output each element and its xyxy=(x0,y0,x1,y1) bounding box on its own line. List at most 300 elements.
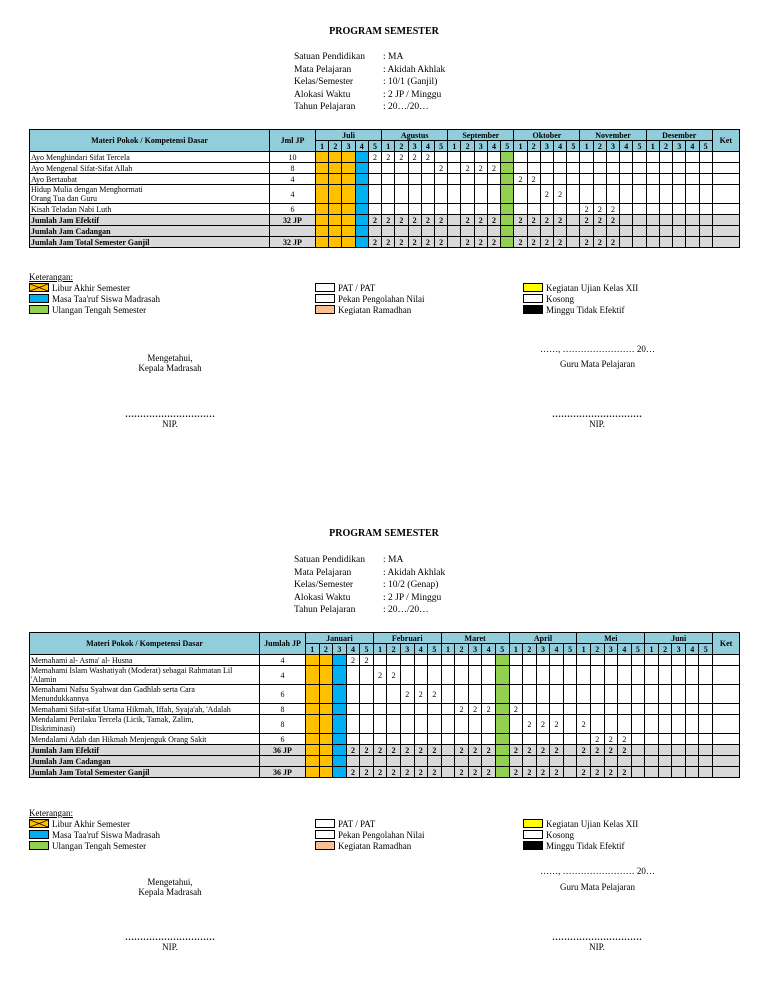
week-cell xyxy=(316,226,329,237)
week-header: 5 xyxy=(567,141,580,152)
week-cell xyxy=(482,734,496,745)
week-cell xyxy=(368,185,381,204)
week-cell xyxy=(382,174,395,185)
week-cell xyxy=(306,685,320,704)
week-cell xyxy=(360,756,374,767)
week-header: 3 xyxy=(672,644,686,655)
week-cell xyxy=(673,204,686,215)
legend-item xyxy=(523,282,638,293)
week-cell xyxy=(686,152,699,163)
month-header: Januari xyxy=(306,633,374,644)
legend xyxy=(0,808,768,858)
week-cell xyxy=(577,685,591,704)
week-cell xyxy=(686,215,699,226)
week-cell xyxy=(672,655,686,666)
week-cell xyxy=(646,237,659,248)
week-cell xyxy=(658,734,672,745)
week-cell xyxy=(501,226,514,237)
table-row xyxy=(30,666,740,685)
week-cell xyxy=(306,756,320,767)
week-cell xyxy=(468,685,482,704)
info-block xyxy=(294,554,445,617)
week-cell xyxy=(685,745,699,756)
summary-jp xyxy=(260,756,306,767)
week-cell xyxy=(606,226,619,237)
week-header: 1 xyxy=(645,644,659,655)
week-cell xyxy=(646,226,659,237)
info-row xyxy=(294,64,445,77)
legend-label: PAT / PAT xyxy=(338,282,376,293)
week-cell: 2 xyxy=(523,715,537,734)
week-cell xyxy=(514,152,527,163)
week-cell xyxy=(329,185,342,204)
week-cell xyxy=(563,655,577,666)
week-cell xyxy=(428,734,442,745)
week-cell xyxy=(306,655,320,666)
ket-cell xyxy=(713,666,740,685)
week-cell: 2 xyxy=(540,185,553,204)
week-cell xyxy=(382,163,395,174)
summary-jp: 32 JP xyxy=(270,215,316,226)
week-cell xyxy=(567,226,580,237)
week-cell xyxy=(563,756,577,767)
week-cell xyxy=(441,756,455,767)
week-cell xyxy=(495,666,509,685)
week-header: 2 xyxy=(593,141,606,152)
week-cell xyxy=(448,237,461,248)
week-cell xyxy=(527,226,540,237)
week-cell xyxy=(333,666,347,685)
week-cell xyxy=(319,655,333,666)
week-cell xyxy=(333,756,347,767)
week-cell xyxy=(395,204,408,215)
week-cell xyxy=(523,685,537,704)
week-cell xyxy=(387,655,401,666)
week-cell xyxy=(631,734,645,745)
week-cell xyxy=(319,685,333,704)
materi-cell: Memahami al- Asma' al- Husna xyxy=(30,655,260,666)
table-row xyxy=(30,185,740,204)
ket-cell xyxy=(713,767,740,778)
week-cell: 2 xyxy=(373,767,387,778)
week-header: 3 xyxy=(604,644,618,655)
week-cell: 2 xyxy=(604,745,618,756)
week-cell: 2 xyxy=(482,745,496,756)
week-cell xyxy=(550,666,564,685)
materi-line: Hidup Mulia dengan Menghormati xyxy=(31,185,143,194)
week-cell xyxy=(342,237,355,248)
week-cell xyxy=(306,734,320,745)
summary-jp: 36 JP xyxy=(260,767,306,778)
week-cell xyxy=(593,174,606,185)
week-cell: 2 xyxy=(455,767,469,778)
week-header: 2 xyxy=(527,141,540,152)
program-table xyxy=(29,632,740,778)
week-header: 4 xyxy=(685,644,699,655)
week-cell xyxy=(554,226,567,237)
week-cell xyxy=(333,734,347,745)
week-cell xyxy=(448,215,461,226)
week-cell xyxy=(501,237,514,248)
week-cell xyxy=(536,756,550,767)
week-cell xyxy=(527,152,540,163)
week-cell xyxy=(631,655,645,666)
week-cell: 2 xyxy=(387,767,401,778)
week-cell xyxy=(686,237,699,248)
signature-right: ……, …………………… 20… Guru Mata Pelajaran xyxy=(540,344,655,369)
legend-item xyxy=(29,829,160,840)
week-cell xyxy=(633,226,646,237)
summary-label: Jumlah Jam Cadangan xyxy=(30,756,260,767)
week-cell xyxy=(699,734,713,745)
week-cell xyxy=(316,163,329,174)
ket-cell xyxy=(712,174,739,185)
ket-cell xyxy=(712,226,739,237)
week-cell xyxy=(509,734,523,745)
table-row xyxy=(30,163,740,174)
week-cell xyxy=(550,655,564,666)
week-cell xyxy=(590,715,604,734)
info-row xyxy=(294,101,445,114)
week-cell xyxy=(567,152,580,163)
program-table xyxy=(29,129,740,248)
week-cell xyxy=(699,715,713,734)
legend-label: PAT / PAT xyxy=(338,818,376,829)
legend-item xyxy=(523,818,638,829)
week-cell xyxy=(620,204,633,215)
week-cell xyxy=(373,655,387,666)
week-cell: 2 xyxy=(606,237,619,248)
week-header: 4 xyxy=(482,644,496,655)
jp-cell: 6 xyxy=(270,204,316,215)
month-header: April xyxy=(509,633,577,644)
header-materi: Materi Pokok / Kompetensi Dasar xyxy=(30,130,270,152)
week-cell xyxy=(563,734,577,745)
legend-swatch xyxy=(523,841,543,850)
week-cell xyxy=(461,174,474,185)
jp-cell: 10 xyxy=(270,152,316,163)
week-cell xyxy=(527,185,540,204)
week-cell: 2 xyxy=(577,715,591,734)
week-cell xyxy=(408,204,421,215)
week-header: 3 xyxy=(673,141,686,152)
week-cell xyxy=(395,226,408,237)
week-cell xyxy=(699,767,713,778)
week-cell xyxy=(414,704,428,715)
week-cell xyxy=(685,655,699,666)
week-cell xyxy=(461,152,474,163)
week-header: 2 xyxy=(387,644,401,655)
week-cell xyxy=(699,215,712,226)
week-cell xyxy=(580,152,593,163)
week-cell xyxy=(319,666,333,685)
week-cell xyxy=(482,666,496,685)
jp-cell: 6 xyxy=(260,685,306,704)
week-cell xyxy=(523,756,537,767)
info-value: : 2 JP / Minggu xyxy=(383,592,442,603)
week-cell xyxy=(408,163,421,174)
week-cell: 2 xyxy=(408,215,421,226)
week-cell xyxy=(567,163,580,174)
week-cell xyxy=(441,745,455,756)
week-cell xyxy=(685,734,699,745)
week-cell xyxy=(434,226,447,237)
signature-left: Mengetahui, Kepala Madrasah xyxy=(138,353,202,373)
week-cell xyxy=(408,185,421,204)
week-header: 3 xyxy=(333,644,347,655)
week-cell xyxy=(395,174,408,185)
materi-cell xyxy=(30,666,260,685)
ket-cell xyxy=(713,745,740,756)
week-header: 4 xyxy=(620,141,633,152)
week-header: 1 xyxy=(441,644,455,655)
week-header: 3 xyxy=(536,644,550,655)
legend-item xyxy=(523,293,574,304)
week-cell xyxy=(455,685,469,704)
week-cell xyxy=(645,745,659,756)
week-cell xyxy=(342,174,355,185)
week-cell xyxy=(487,185,500,204)
info-row xyxy=(294,567,445,580)
week-cell xyxy=(382,204,395,215)
info-label: Kelas/Semester xyxy=(294,580,354,591)
week-cell xyxy=(580,163,593,174)
week-cell xyxy=(673,185,686,204)
legend-label: Masa Taa'ruf Siswa Madrasah xyxy=(52,829,161,840)
week-cell xyxy=(455,666,469,685)
week-cell: 2 xyxy=(577,745,591,756)
legend-swatch xyxy=(29,830,49,839)
week-cell xyxy=(685,756,699,767)
month-header: September xyxy=(448,130,514,141)
week-header: 3 xyxy=(408,141,421,152)
week-cell: 2 xyxy=(536,715,550,734)
signature-left-line: ………………………… NIP. xyxy=(125,932,215,952)
week-cell: 2 xyxy=(368,237,381,248)
week-cell xyxy=(590,666,604,685)
week-cell xyxy=(501,204,514,215)
legend-swatch xyxy=(29,305,49,314)
month-header: Desember xyxy=(646,130,712,141)
info-value: : 20…/20… xyxy=(383,102,429,113)
week-cell xyxy=(474,204,487,215)
legend-item xyxy=(315,304,411,315)
week-cell xyxy=(658,685,672,704)
legend-item xyxy=(315,293,424,304)
week-cell: 2 xyxy=(618,745,632,756)
week-cell xyxy=(319,745,333,756)
week-cell xyxy=(495,715,509,734)
week-header: 5 xyxy=(699,644,713,655)
legend-item xyxy=(315,282,375,293)
legend-swatch xyxy=(523,819,543,828)
summary-row xyxy=(30,215,740,226)
week-cell: 2 xyxy=(360,767,374,778)
week-cell xyxy=(368,226,381,237)
jp-cell: 6 xyxy=(260,734,306,745)
week-cell xyxy=(306,704,320,715)
header-materi: Materi Pokok / Kompetensi Dasar xyxy=(30,633,260,655)
week-cell xyxy=(590,685,604,704)
month-header: Juni xyxy=(645,633,713,644)
week-cell xyxy=(567,185,580,204)
ket-cell xyxy=(713,734,740,745)
week-cell xyxy=(400,666,414,685)
info-value: : MA xyxy=(383,555,404,565)
cross-pattern-icon xyxy=(29,819,49,828)
week-cell xyxy=(428,756,442,767)
week-cell xyxy=(482,715,496,734)
week-cell xyxy=(620,226,633,237)
week-cell xyxy=(448,152,461,163)
week-cell xyxy=(645,715,659,734)
month-header: Agustus xyxy=(382,130,448,141)
week-cell xyxy=(373,715,387,734)
week-cell xyxy=(659,163,672,174)
week-cell: 2 xyxy=(414,685,428,704)
week-cell xyxy=(316,174,329,185)
week-cell: 2 xyxy=(590,767,604,778)
week-cell xyxy=(414,734,428,745)
week-cell xyxy=(360,734,374,745)
week-cell: 2 xyxy=(428,767,442,778)
week-cell xyxy=(659,174,672,185)
week-cell xyxy=(382,185,395,204)
summary-jp: 32 JP xyxy=(270,237,316,248)
week-cell xyxy=(421,226,434,237)
week-cell xyxy=(604,756,618,767)
legend-label: Kegiatan Ujian Kelas XII xyxy=(546,818,639,829)
week-cell xyxy=(633,204,646,215)
legend-swatch xyxy=(523,283,543,292)
week-cell xyxy=(686,185,699,204)
week-cell xyxy=(306,767,320,778)
info-row xyxy=(294,51,445,64)
week-cell xyxy=(577,666,591,685)
month-header: Mei xyxy=(577,633,645,644)
ket-cell xyxy=(712,185,739,204)
week-header: 1 xyxy=(646,141,659,152)
week-cell xyxy=(536,704,550,715)
week-cell xyxy=(434,152,447,163)
week-cell: 2 xyxy=(482,767,496,778)
jp-cell: 4 xyxy=(260,655,306,666)
week-cell xyxy=(355,226,368,237)
week-cell xyxy=(373,685,387,704)
info-label: Tahun Pelajaran xyxy=(294,102,356,113)
week-header: 5 xyxy=(633,141,646,152)
week-cell: 2 xyxy=(408,237,421,248)
week-cell xyxy=(428,704,442,715)
week-cell xyxy=(434,174,447,185)
materi-line: Memahami Islam Washatiyah (Moderat) sebagai Rahmatan Lil xyxy=(31,666,233,675)
week-cell xyxy=(482,655,496,666)
week-header: 2 xyxy=(659,141,672,152)
week-cell xyxy=(618,704,632,715)
week-cell xyxy=(563,715,577,734)
week-cell: 2 xyxy=(373,745,387,756)
materi-line: Menundukkannya xyxy=(31,694,89,703)
legend-label: Masa Taa'ruf Siswa Madrasah xyxy=(52,293,161,304)
week-cell xyxy=(563,745,577,756)
week-header: 2 xyxy=(319,644,333,655)
week-cell: 2 xyxy=(540,215,553,226)
week-cell xyxy=(333,767,347,778)
week-header: 2 xyxy=(590,644,604,655)
week-cell xyxy=(672,767,686,778)
week-cell xyxy=(400,734,414,745)
week-cell: 2 xyxy=(395,237,408,248)
week-cell xyxy=(434,204,447,215)
info-value: : MA xyxy=(383,52,404,62)
legend-item xyxy=(315,818,375,829)
legend-swatch xyxy=(29,841,49,850)
week-cell xyxy=(509,685,523,704)
week-cell xyxy=(316,185,329,204)
week-cell xyxy=(316,152,329,163)
legend-item xyxy=(315,829,424,840)
week-cell xyxy=(699,685,713,704)
week-cell xyxy=(550,685,564,704)
week-cell xyxy=(699,756,713,767)
info-label: Alokasi Waktu xyxy=(294,592,351,603)
week-cell xyxy=(346,715,360,734)
week-cell xyxy=(501,152,514,163)
ket-cell xyxy=(713,715,740,734)
legend-item xyxy=(315,840,411,851)
week-cell xyxy=(673,174,686,185)
week-cell xyxy=(536,685,550,704)
week-cell xyxy=(685,666,699,685)
week-cell xyxy=(387,715,401,734)
week-cell xyxy=(685,685,699,704)
info-row xyxy=(294,604,445,617)
week-cell xyxy=(434,185,447,204)
week-cell xyxy=(606,185,619,204)
week-cell xyxy=(672,756,686,767)
week-cell: 2 xyxy=(523,767,537,778)
week-header: 2 xyxy=(329,141,342,152)
week-cell: 2 xyxy=(387,666,401,685)
week-cell xyxy=(414,715,428,734)
legend-label: Minggu Tidak Efektif xyxy=(546,840,625,851)
ket-cell xyxy=(713,756,740,767)
week-cell xyxy=(387,685,401,704)
week-cell: 2 xyxy=(550,767,564,778)
week-cell xyxy=(319,767,333,778)
summary-label: Jumlah Jam Cadangan xyxy=(30,226,270,237)
signature-right: ……, …………………… 20… Guru Mata Pelajaran xyxy=(540,866,655,892)
week-header: 5 xyxy=(368,141,381,152)
legend-label: Ulangan Tengah Semester xyxy=(52,304,147,315)
week-cell xyxy=(373,704,387,715)
week-cell xyxy=(527,163,540,174)
week-header: 1 xyxy=(577,644,591,655)
week-cell xyxy=(606,174,619,185)
week-cell xyxy=(523,734,537,745)
info-block xyxy=(294,51,445,114)
week-cell xyxy=(333,685,347,704)
materi-cell: Memahami Sifat-sifat Utama Hikmah, Iffah, Syaja'ah, 'Adalah xyxy=(30,704,260,715)
summary-row xyxy=(30,745,740,756)
week-cell: 2 xyxy=(346,745,360,756)
materi-cell xyxy=(30,185,270,204)
week-cell: 2 xyxy=(360,745,374,756)
week-cell xyxy=(441,655,455,666)
week-cell: 2 xyxy=(487,215,500,226)
week-cell xyxy=(631,685,645,704)
week-cell: 2 xyxy=(474,215,487,226)
